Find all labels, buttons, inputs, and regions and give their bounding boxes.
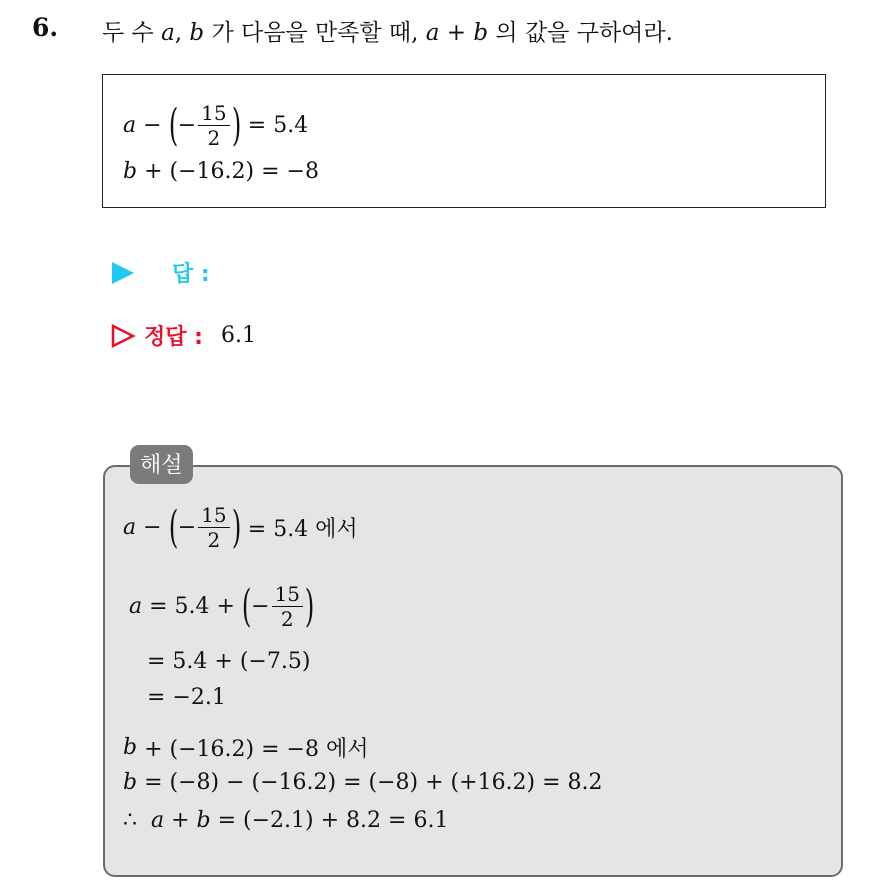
left-paren: (	[241, 580, 252, 632]
sol-var: a	[123, 515, 137, 540]
fraction-numerator: 15	[198, 103, 229, 126]
given-equation-2	[123, 159, 319, 184]
sum-expression: a + b	[151, 808, 211, 833]
given-eq1-frac-sign: −	[177, 113, 197, 138]
right-paren: )	[231, 99, 241, 151]
sol-rest: + (−16.2) = −8 에서	[137, 737, 369, 762]
question-text	[102, 14, 673, 47]
fraction	[198, 505, 229, 550]
given-eq1-minus: −	[136, 113, 169, 138]
answer-row	[110, 257, 210, 288]
left-paren: (	[168, 99, 178, 151]
sol-var: a	[129, 594, 143, 619]
sol-var: b	[123, 735, 138, 760]
given-equation-1	[123, 99, 309, 151]
given-equations-box	[102, 74, 826, 208]
sol-rest: = (−2.1) + 8.2 = 6.1	[210, 808, 449, 833]
question-text-part: 두 수	[102, 20, 162, 46]
therefore-symbol: ∴	[123, 808, 137, 833]
given-eq2-rest: + (−16.2) = −8	[137, 159, 319, 184]
given-eq1-rhs: = 5.4	[240, 113, 309, 138]
fraction-denominator: 2	[280, 607, 294, 631]
correct-answer-value: 6.1	[220, 323, 256, 348]
sum-expression: a + b	[425, 20, 489, 46]
question-text-part: 의 값을 구하여라.	[488, 20, 673, 46]
sol-rest: = (−8) − (−16.2) = (−8) + (+16.2) = 8.2	[137, 770, 603, 795]
solution-line-7	[123, 808, 448, 833]
correct-answer-label: 정답 :	[144, 325, 203, 350]
solution-line-2	[129, 580, 315, 632]
fraction-denominator: 2	[207, 126, 221, 150]
solution-line-3: = 5.4 + (−7.5)	[147, 649, 311, 674]
correct-answer-row	[110, 320, 256, 351]
given-eq1-var: a	[123, 113, 137, 138]
sol-rhs: = 5.4 에서	[240, 517, 358, 542]
sol-frac-sign: −	[177, 515, 197, 540]
fraction	[272, 584, 303, 629]
solution-box	[103, 465, 843, 877]
solution-tag: 해설	[130, 445, 193, 484]
right-paren: )	[231, 501, 241, 553]
fraction-numerator: 15	[272, 584, 303, 607]
fraction-numerator: 15	[198, 505, 229, 528]
sol-frac-sign: −	[251, 594, 270, 619]
solution-line-1	[123, 501, 358, 553]
left-paren: (	[168, 501, 178, 553]
right-paren: )	[304, 580, 315, 632]
answer-arrow-icon	[110, 260, 136, 286]
correct-arrow-icon	[110, 323, 136, 349]
solution-line-4: = −2.1	[147, 685, 226, 710]
sol-eq: = 5.4 +	[142, 594, 242, 619]
given-eq2-var: b	[123, 159, 138, 184]
sol-minus: −	[136, 515, 169, 540]
solution-line-5	[123, 732, 368, 763]
solution-line-6	[123, 770, 603, 795]
fraction	[198, 103, 229, 148]
variable-b: b	[189, 20, 205, 46]
variable-a: a	[161, 20, 175, 46]
fraction-denominator: 2	[207, 528, 221, 552]
answer-label: 답 :	[172, 262, 210, 287]
question-text-part: 가 다음을 만족할 때,	[204, 20, 426, 46]
sol-var: b	[123, 770, 138, 795]
question-comma: ,	[174, 20, 190, 46]
question-number: 6.	[32, 13, 59, 42]
